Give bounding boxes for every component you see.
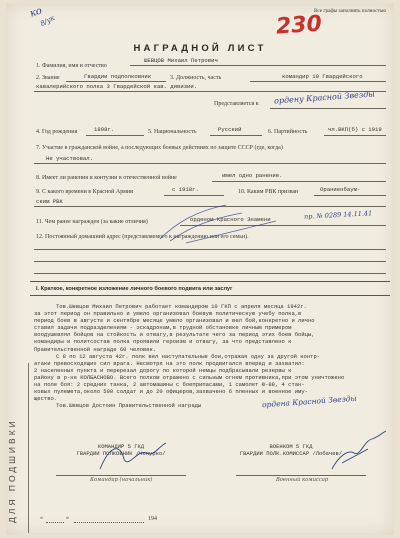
citation-line: воодушевлял бойцов на стойкость и отвагу,в результате чего за период этих боев бойцы, [34,331,315,339]
citation-line: Тов.Шевцов Михаил Петрович работает командиром 10 ГКП с апреля месяца 1942г. [56,303,307,310]
citation-line: ставил задачи подразделениям - эскадронам,в трудной обстановке личным примером [34,324,292,332]
award-sheet [6,3,394,535]
citation-line: Тов.Шевцов Достоин Правительственной награды [56,402,202,410]
citation-line: щество. [34,395,58,403]
field-10-value: Ораниенбаум- [320,186,361,193]
field-3-continued: кавалерийского полка 3 Гвардейской кав. дивизии. [36,83,198,90]
field-10-label: 10. Каким РВК призван [238,189,299,195]
fill-instruction: Все графы заполнять полностью [313,8,386,14]
commander-signature [98,439,168,475]
citation-line: 2 населенных пункта и перерезал дорогу по которой немцы подбрасывали резервы к [34,366,292,374]
commissar-title: ВОЕНКОМ 5 ГКД [269,443,313,450]
field-4-label: 4. Год рождения [36,129,78,135]
field-6-value: чл.ВКП(б) с 1919 [328,126,382,133]
citation-line: период боев в августе и сентябре месяце умело организовал и вел бой,конкретно и лично [34,317,315,325]
corner-mark-1: ко [28,5,44,20]
commander-label: Командир (начальник) [90,477,153,483]
commander-rank-name: ГВАРДИИ ПОЛКОВНИК /Чепурко/ [76,450,166,457]
citation-line: за этот период он правильно и умело организовал боевую политическую учебу полка,в [34,310,302,318]
field-7-label: 7. Участие в гражданской войне, а последующих боевых действиях по защите СССР (где, когда) [36,145,283,151]
citation-text [34,303,390,409]
field-6-label: 6. Партийность [268,129,308,135]
commissar-rank-name: ГВАРДИИ ПОЛК.КОМИССАР /Лобачев/ [239,450,343,457]
field-3-label: 3. Должность, часть [170,75,222,81]
field-12-label: 12. Постоянный домашний адрес (представляемого к награждению или его семьи). [36,234,249,240]
field-2-value: Гвардии подполковник [84,73,152,80]
citation-line: командиры и политсостав полка проявили героизм и отвагу, за что представлено к [34,338,292,346]
field-1-value: ШЕВЦОВ Михаил Петрович [144,57,218,64]
commander-title: КОМАНДИР 5 ГКД [97,443,145,450]
date-open-quote: « [40,515,43,521]
citation-line: ковых пулемета,около 500 солдат и до 20 офицеров,захвачено 6 пленных и военное иму- [34,388,308,396]
field-4-value: 1898г. [94,126,115,133]
field-3-value: командир 10 Гвардейского [282,73,363,80]
date-year: 194 [148,516,157,522]
field-11-label: 11. Чем ранее награжден (за какие отличия) [36,219,148,225]
field-11-value: орденом Красного Знамени [190,216,271,223]
field-5-label: 5. Национальность [148,129,197,135]
field-7-value: Не участвовал. [46,155,93,162]
citation-line: району в р-не КОЛБАСНОВО. Всего полком отражено с сильным огнем противника,при этом уничтожено [34,373,345,381]
document-title: НАГРАДНОЙ ЛИСТ [133,43,267,54]
commissar-signature [328,429,388,473]
field-11-handwritten-order: пр. № 0289 14.11.41 [303,209,373,221]
presented-label: Представляется к [214,101,259,107]
citation-line: на поле боя: 2 средних танка, 2 автомашины с боеприпасами, 1 самолет Ю-88, 4 стан- [34,381,305,389]
field-10-continued: ским РВК [36,198,63,205]
date-close-quote: » [66,515,69,521]
corner-mark-2: 8/ук [39,13,57,29]
field-8-value: имел одно ранение. [222,172,283,179]
commissar-label: Военный комиссар [276,477,329,483]
citation-line: атаки превосходящих сил врага. Несмотря на это полк продвигался вперед и захватил: [34,359,305,367]
citation-line: Правительственной награде 60 человек. [34,345,157,353]
field-1-label: 1. Фамилия, имя и отчество [36,63,107,69]
field-9-label: 9. С какого времени в Красной Армии [36,189,134,195]
field-8-label: 8. Имеет ли ранения и контузии в отечественной войне [36,175,177,181]
field-9-value: с 1918г. [172,186,199,193]
field-2-label: 2. Звание [36,75,60,81]
citation-handwritten-award: ордена Красной Звезды [261,393,357,410]
presented-value: ордену Красной Звезды [273,89,376,106]
binding-label: ДЛЯ ПОДШИВКИ [7,418,17,523]
section-heading: I. Краткое, конкретное изложение личного боевого подвига или заслуг [36,286,233,292]
citation-line: С 8 по 12 августа 42г. полк вел наступательные бои,отражая одну за другой контр- [56,352,321,360]
registration-number: 230 [275,11,323,40]
field-5-value: Русский [218,126,242,133]
